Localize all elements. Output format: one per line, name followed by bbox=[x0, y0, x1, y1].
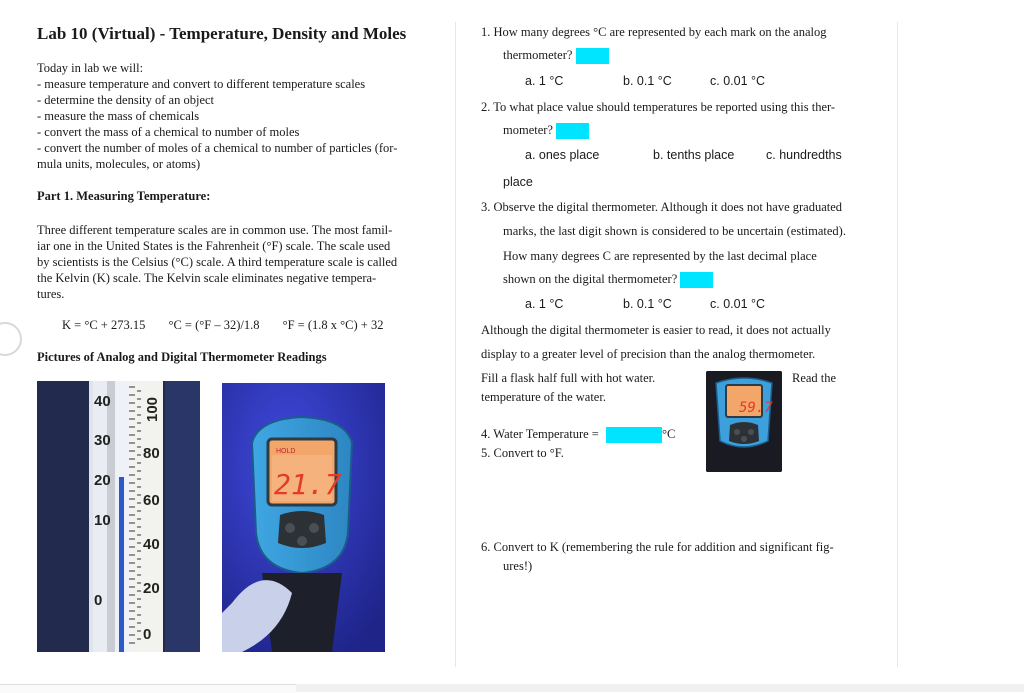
intro-item: - convert the number of moles of a chemical to number of particles (for- bbox=[37, 141, 398, 155]
side-scroll-tab[interactable] bbox=[0, 322, 22, 356]
precision-note: Although the digital thermometer is easier to read, it does not actually bbox=[481, 323, 831, 337]
question-1-line: 1. How many degrees °C are represented by each mark on the analog bbox=[481, 25, 827, 39]
temperature-paragraph bbox=[37, 222, 435, 302]
question-1-label: thermometer? bbox=[503, 48, 573, 62]
water-thermometer-photo bbox=[706, 371, 782, 472]
q1-option-c[interactable]: c. 0.01 °C bbox=[710, 74, 766, 88]
hold-label: HOLD bbox=[276, 448, 296, 455]
horizontal-scrollbar[interactable] bbox=[296, 684, 1024, 692]
paragraph-line: by scientists is the Celsius (°C) scale. A third temperature scale is called bbox=[37, 255, 398, 269]
answer-blank-2[interactable] bbox=[556, 123, 589, 139]
question-4-unit: °C bbox=[661, 427, 676, 441]
intro-block bbox=[37, 60, 437, 172]
q2-option-c[interactable]: c. hundredths bbox=[766, 148, 842, 162]
question-3-wrap bbox=[503, 271, 713, 288]
intro-item: - measure the mass of chemicals bbox=[37, 109, 200, 123]
paragraph-line: the Kelvin (K) scale. The Kelvin scale eliminates negative tempera- bbox=[37, 271, 377, 285]
fahrenheit-label: 60 bbox=[143, 492, 160, 509]
fill-instruction: Fill a flask half full with hot water. bbox=[481, 371, 656, 385]
intro-lead: Today in lab we will: bbox=[37, 61, 144, 75]
q3-option-a[interactable]: a. 1 °C bbox=[525, 297, 564, 311]
answer-blank-4[interactable] bbox=[606, 427, 662, 443]
question-3-label: shown on the digital thermometer? bbox=[503, 272, 678, 286]
question-4-row bbox=[481, 426, 675, 443]
question-5-label: 5. Convert to °F. bbox=[481, 446, 564, 460]
q2-option-c-wrap: place bbox=[503, 175, 533, 189]
question-3-line: How many degrees C are represented by the last decimal place bbox=[503, 249, 817, 263]
answer-blank-1[interactable] bbox=[576, 48, 609, 64]
fahrenheit-label: 0 bbox=[143, 626, 152, 643]
fahrenheit-label: 40 bbox=[143, 536, 160, 553]
answer-blank-3[interactable] bbox=[680, 272, 713, 288]
q3-option-c[interactable]: c. 0.01 °C bbox=[710, 297, 766, 311]
formula-fahrenheit: °F = (1.8 x °C) + 32 bbox=[282, 318, 384, 332]
question-2-wrap bbox=[503, 122, 589, 139]
paragraph-line: tures. bbox=[37, 287, 65, 301]
intro-item: - determine the density of an object bbox=[37, 93, 215, 107]
document-title: Lab 10 (Virtual) - Temperature, Density and Moles bbox=[37, 24, 407, 43]
question-2-line: 2. To what place value should temperatures be reported using this ther- bbox=[481, 100, 836, 114]
fill-instruction-right: Read the bbox=[792, 371, 837, 385]
part1-heading: Part 1. Measuring Temperature: bbox=[37, 189, 211, 203]
intro-item: mula units, molecules, or atoms) bbox=[37, 157, 201, 171]
precision-note: display to a greater level of precision than the analog thermometer. bbox=[481, 347, 816, 361]
question-4-label: 4. Water Temperature = bbox=[481, 427, 599, 441]
q1-option-a[interactable]: a. 1 °C bbox=[525, 74, 564, 88]
q1-option-b[interactable]: b. 0.1 °C bbox=[623, 74, 672, 88]
formulas-row bbox=[62, 318, 403, 333]
celsius-label: 10 bbox=[94, 512, 111, 529]
right-margin-line bbox=[897, 22, 898, 667]
celsius-label: 20 bbox=[94, 472, 111, 489]
q2-option-a[interactable]: a. ones place bbox=[525, 148, 600, 162]
question-6-line: 6. Convert to K (remembering the rule for addition and significant fig- bbox=[481, 540, 834, 554]
fill-instruction: temperature of the water. bbox=[481, 390, 606, 404]
column-divider bbox=[455, 22, 456, 667]
intro-item: - measure temperature and convert to different temperature scales bbox=[37, 77, 366, 91]
formula-kelvin: K = °C + 273.15 bbox=[62, 318, 146, 332]
intro-item: - convert the mass of a chemical to number of moles bbox=[37, 125, 300, 139]
fahrenheit-label: 100 bbox=[144, 396, 161, 422]
fahrenheit-label: 20 bbox=[143, 580, 160, 597]
formula-celsius: °C = (°F – 32)/1.8 bbox=[168, 318, 260, 332]
water-reading: 59.7 bbox=[739, 400, 773, 416]
question-1-wrap bbox=[503, 47, 609, 64]
celsius-label: 30 bbox=[94, 432, 111, 449]
digital-reading: 21.7 bbox=[274, 468, 342, 501]
digital-thermometer-photo bbox=[222, 383, 385, 652]
analog-thermometer-photo bbox=[37, 381, 200, 652]
q2-option-b[interactable]: b. tenths place bbox=[653, 148, 735, 162]
question-3-line: marks, the last digit shown is considered to be uncertain (estimated). bbox=[503, 224, 846, 238]
pictures-heading: Pictures of Analog and Digital Thermometer Readings bbox=[37, 350, 327, 364]
paragraph-line: Three different temperature scales are in common use. The most famil- bbox=[37, 223, 393, 237]
question-6-wrap: ures!) bbox=[503, 559, 533, 573]
celsius-label: 40 bbox=[94, 393, 111, 410]
fahrenheit-label: 80 bbox=[143, 445, 160, 462]
question-2-label: mometer? bbox=[503, 123, 553, 137]
q3-option-b[interactable]: b. 0.1 °C bbox=[623, 297, 672, 311]
paragraph-line: iar one in the United States is the Fahrenheit (°F) scale. The scale used bbox=[37, 239, 391, 253]
question-3-line: 3. Observe the digital thermometer. Although it does not have graduated bbox=[481, 200, 843, 214]
celsius-label: 0 bbox=[94, 592, 103, 609]
